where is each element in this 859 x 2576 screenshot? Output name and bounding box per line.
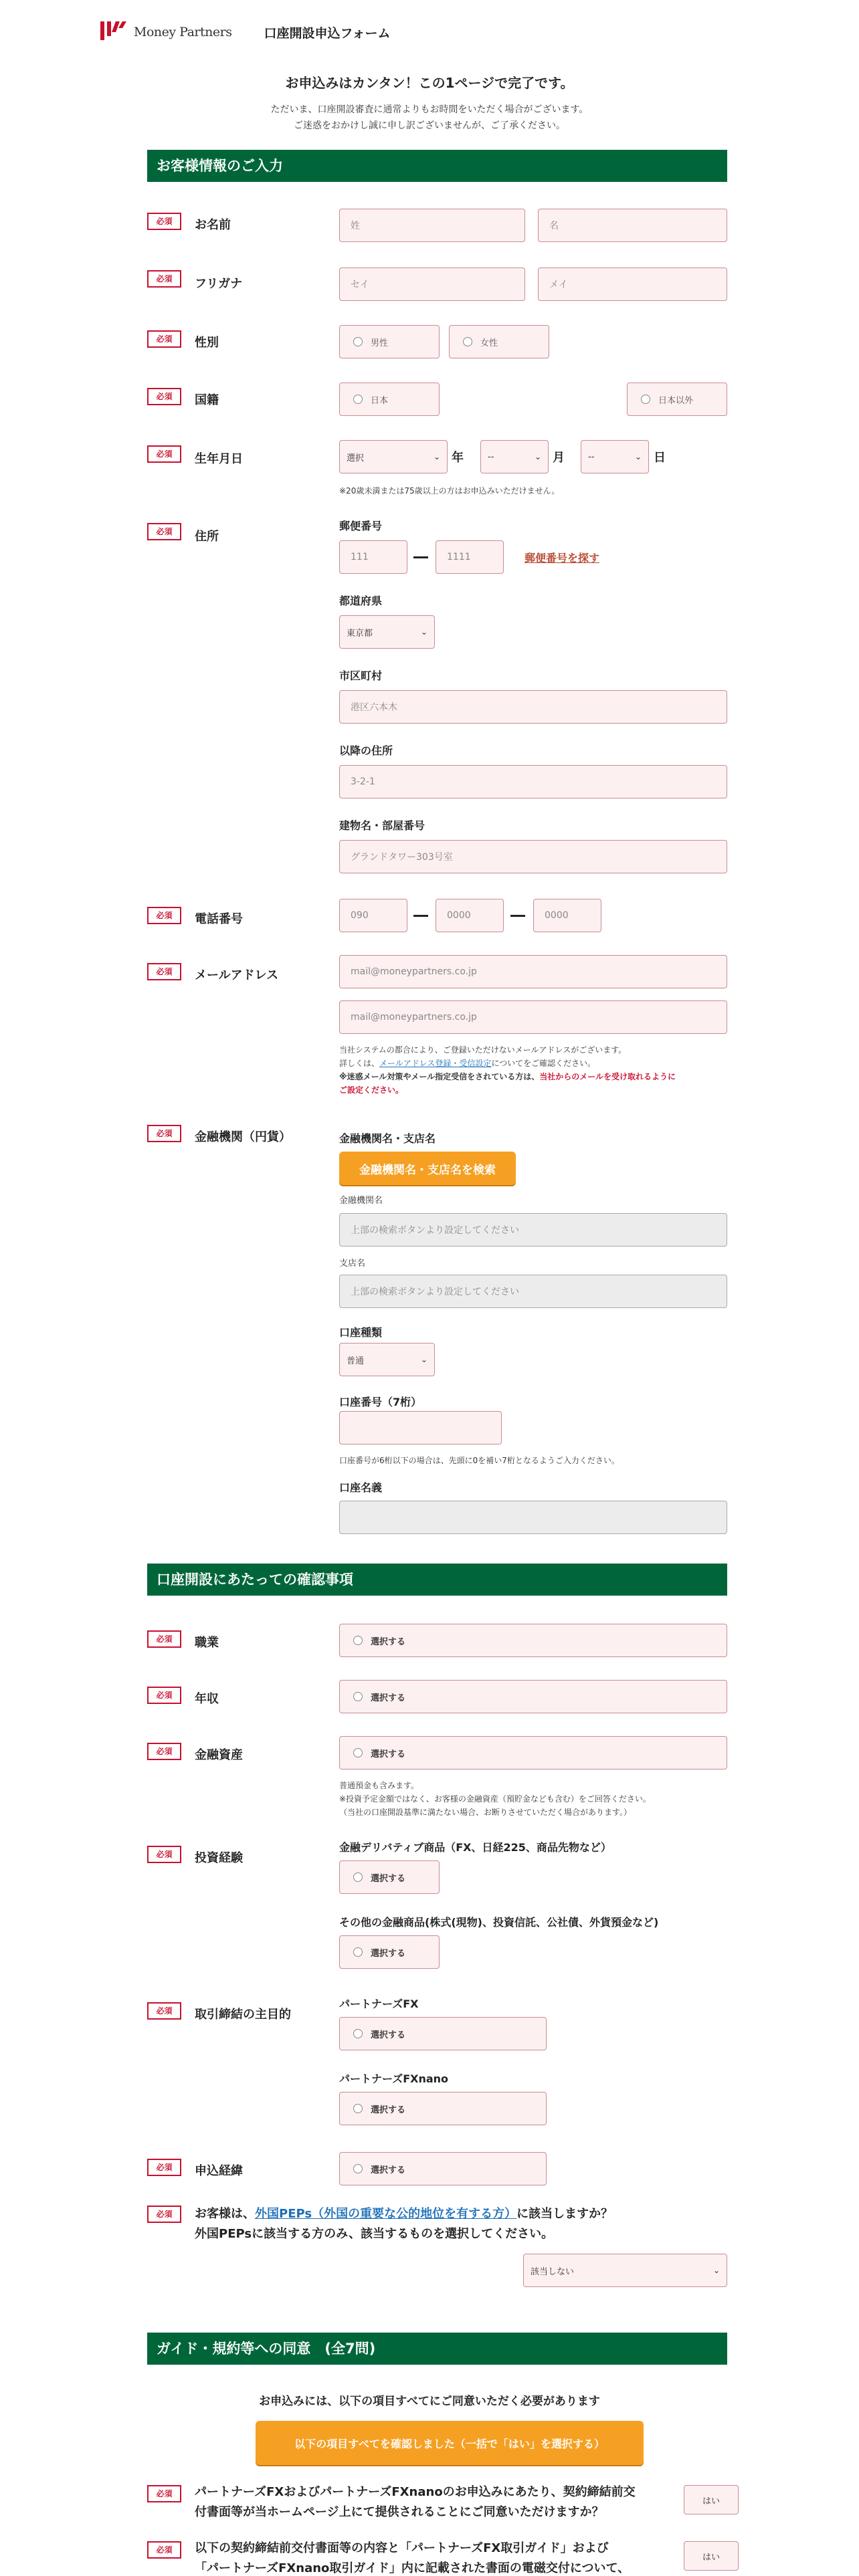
radio-circle-icon	[353, 1692, 363, 1701]
required-badge: 必須	[147, 2485, 181, 2502]
chevron-down-icon: ⌄	[420, 627, 427, 637]
required-badge: 必須	[147, 907, 181, 924]
question-text: に該当しますか？	[516, 2207, 613, 2221]
radio-circle-icon	[353, 1872, 363, 1882]
kana-label: フリガナ	[195, 277, 243, 291]
chevron-down-icon: ⌄	[634, 452, 642, 461]
required-badge: 必須	[147, 1743, 181, 1760]
note-warning: ご設定ください。	[339, 1085, 404, 1095]
assets-note-line: 普通預金も含みます。	[339, 1781, 419, 1790]
radio-circle-icon	[353, 1748, 363, 1757]
select-value: 該当しない	[531, 2266, 575, 2277]
nationality-label: 国籍	[195, 393, 219, 407]
select-label: 選択する	[371, 1636, 406, 1647]
peps-definition-link[interactable]: 外国PEPs（外国の重要な公的地位を有する方）	[255, 2207, 517, 2221]
email-notes	[339, 1043, 727, 1097]
building-label: 建物名・部屋番号	[339, 819, 425, 832]
zip-second-input[interactable]: 1111	[436, 540, 504, 574]
chevron-down-icon: ⌄	[534, 452, 541, 461]
phone-first-input[interactable]: 090	[339, 899, 407, 932]
note-warning: 当社からのメールを受け取れるように	[539, 1072, 676, 1081]
site-header	[100, 19, 391, 45]
note-text: 詳しくは、	[339, 1059, 380, 1068]
year-unit: 年	[452, 451, 464, 465]
account-type-select[interactable]	[339, 1343, 435, 1376]
section-agreement: ガイド・規約等への同意 (全7問)	[147, 2333, 727, 2365]
purpose-label: 取引締結の主目的	[195, 2008, 291, 2022]
chevron-down-icon: ⌄	[712, 2266, 720, 2275]
income-select[interactable]	[339, 1680, 727, 1713]
derivative-experience-select[interactable]	[339, 1860, 440, 1894]
email-settings-link[interactable]: メールアドレス登録・受信設定	[379, 1059, 492, 1068]
radio-circle-icon	[353, 2104, 363, 2113]
yes-label: はい	[702, 2496, 720, 2506]
city-input[interactable]: 港区六本木	[339, 690, 727, 724]
first-name-kana-input[interactable]: メイ	[538, 267, 727, 301]
required-badge: 必須	[147, 330, 181, 348]
gender-female-radio[interactable]	[449, 325, 549, 358]
email-confirm-input[interactable]: mail@moneypartners.co.jp	[339, 1000, 727, 1034]
bank-sub-label: 金融機関名・支店名	[339, 1132, 436, 1145]
birth-month-select[interactable]	[480, 440, 549, 473]
radio-circle-icon	[641, 395, 650, 404]
purpose-fxnano-label: パートナーズFXnano	[339, 2072, 449, 2085]
zip-label: 郵便番号	[339, 520, 383, 532]
intro-line-2: ご迷惑をおかけし誠に申し訳ございませんが、ご了承ください。	[294, 120, 565, 131]
account-holder-input[interactable]	[339, 1501, 727, 1534]
agree-all-button[interactable]: 以下の項目すべてを確認しました（一括で「はい」を選択する）	[256, 2421, 644, 2465]
address-label: 住所	[195, 530, 219, 544]
account-number-note: 口座番号が6桁以下の場合は、先頭に0を補い7桁となるようご入力ください。	[339, 1456, 619, 1465]
required-badge: 必須	[147, 1846, 181, 1863]
required-badge: 必須	[147, 213, 181, 230]
required-badge: 必須	[147, 2159, 181, 2176]
nationality-other-radio[interactable]	[627, 383, 727, 416]
bank-search-button[interactable]: 金融機関名・支店名を検索	[339, 1152, 516, 1185]
account-holder-label: 口座名義	[339, 1481, 383, 1494]
birth-note: ※20歳未満または75歳以上の方はお申込みいただけません。	[339, 486, 560, 496]
radio-circle-icon	[353, 1636, 363, 1645]
required-badge: 必須	[147, 270, 181, 288]
select-value: 普通	[347, 1356, 365, 1366]
prefecture-select[interactable]	[339, 615, 435, 649]
purpose-fx-label: パートナーズFX	[339, 1998, 419, 2010]
money-partners-logo[interactable]	[100, 21, 231, 43]
birth-year-select[interactable]	[339, 440, 448, 473]
city-label: 市区町村	[339, 669, 383, 682]
peps-question	[195, 2204, 676, 2244]
bank-name-label: 金融機関名	[339, 1196, 383, 1206]
question-line: パートナーズFXおよびパートナーズFXnanoのお申込みにあたり、契約締結前交	[195, 2485, 636, 2499]
zip-search-link[interactable]: 郵便番号を探す	[524, 552, 600, 564]
email-input[interactable]: mail@moneypartners.co.jp	[339, 955, 727, 988]
required-badge: 必須	[147, 2206, 181, 2223]
intro-headline: お申込みはカンタン！この1ページで完了です。	[285, 75, 574, 91]
occupation-select[interactable]	[339, 1624, 727, 1657]
derivative-experience-label: 金融デリバティブ商品（FX、日経225、商品先物など）	[339, 1841, 611, 1854]
assets-select[interactable]	[339, 1736, 727, 1769]
income-label: 年収	[195, 1692, 219, 1706]
agreement-question-1	[195, 2482, 636, 2523]
name-label: お名前	[195, 218, 231, 232]
day-unit: 日	[654, 451, 666, 465]
required-badge: 必須	[147, 1687, 181, 1704]
assets-note-line: （当社の口座開設基準に満たない場合、お断りさせていただく場合があります。）	[339, 1808, 632, 1817]
radio-circle-icon	[353, 2029, 363, 2038]
radio-circle-icon	[463, 337, 472, 346]
agreement-1-yes-button[interactable]	[684, 2485, 739, 2514]
peps-select[interactable]	[523, 2254, 727, 2287]
agreement-2-yes-button[interactable]	[684, 2541, 739, 2571]
phone-dash	[510, 915, 525, 917]
note-text: ※迷惑メール対策やメール指定受信をされている方は、	[339, 1072, 540, 1081]
radio-circle-icon	[353, 395, 363, 404]
radio-label: 日本以外	[658, 395, 694, 406]
required-badge: 必須	[147, 1630, 181, 1648]
gender-male-radio[interactable]	[339, 325, 440, 358]
birthdate-label: 生年月日	[195, 452, 243, 466]
purpose-fx-select[interactable]	[339, 2017, 547, 2050]
branch-name-label: 支店名	[339, 1259, 366, 1269]
branch-name-input[interactable]: 上部の検索ボタンより設定してください	[339, 1275, 727, 1308]
nationality-japan-radio[interactable]	[339, 383, 440, 416]
birth-day-select[interactable]	[581, 440, 649, 473]
radio-circle-icon	[353, 1947, 363, 1957]
purpose-fxnano-select[interactable]	[339, 2092, 547, 2125]
phone-third-input[interactable]: 0000	[533, 899, 601, 932]
note-text: についてをご確認ください。	[491, 1059, 596, 1068]
occupation-label: 職業	[195, 1636, 219, 1650]
bank-name-input[interactable]: 上部の検索ボタンより設定してください	[339, 1213, 727, 1247]
street-input[interactable]: 3-2-1	[339, 765, 727, 798]
select-value: --	[488, 451, 494, 462]
select-value: --	[588, 451, 595, 462]
prefecture-label: 都道府県	[339, 595, 383, 607]
phone-dash	[413, 915, 428, 917]
radio-circle-icon	[353, 337, 363, 346]
select-label: 選択する	[371, 2165, 406, 2175]
assets-note-line: ※投資予定金額ではなく、お客様の金融資産（預貯金なども含む）をご回答ください。	[339, 1794, 651, 1804]
required-badge: 必須	[147, 388, 181, 405]
required-badge: 必須	[147, 1125, 181, 1142]
question-line: 「パートナーズFXnano取引ガイド」内に記載された書面の電磁交付について、	[195, 2561, 630, 2575]
radio-label: 女性	[480, 338, 498, 348]
assets-label: 金融資産	[195, 1748, 243, 1762]
email-note-line	[339, 1057, 727, 1070]
chevron-down-icon: ⌄	[420, 1355, 427, 1364]
logo-mark-icon	[100, 21, 130, 43]
gender-label: 性別	[195, 336, 219, 350]
required-badge: 必須	[147, 2541, 181, 2559]
month-unit: 月	[553, 451, 565, 465]
question-line: 付書面等が当ホームページ上にて提供されることにご同意いただけますか？	[195, 2505, 604, 2519]
zip-first-input[interactable]: 111	[339, 540, 407, 574]
question-text: お客様は、	[195, 2207, 255, 2221]
account-type-label: 口座種類	[339, 1326, 383, 1339]
select-label: 選択する	[371, 1948, 406, 1959]
other-experience-label: その他の金融商品(株式(現物)、投資信託、公社債、外貨預金など)	[339, 1916, 659, 1929]
agreement-lead: お申込みには、以下の項目すべてにご同意いただく必要があります	[259, 2395, 600, 2408]
select-value: 東京都	[347, 628, 373, 639]
building-input[interactable]: グランドタワー303号室	[339, 840, 727, 873]
select-label: 選択する	[371, 1749, 406, 1759]
form-title: 口座開設申込フォーム	[264, 25, 391, 41]
agreement-question-2	[195, 2539, 663, 2576]
email-note-line	[339, 1070, 727, 1083]
phone-second-input[interactable]: 0000	[436, 899, 504, 932]
radio-label: 男性	[371, 338, 389, 348]
select-label: 選択する	[371, 2030, 406, 2040]
yes-label: はい	[702, 2552, 720, 2563]
radio-label: 日本	[371, 395, 389, 406]
phone-label: 電話番号	[195, 912, 243, 926]
peps-question-line	[195, 2204, 676, 2224]
required-badge: 必須	[147, 445, 181, 463]
last-name-kana-input[interactable]: セイ	[339, 267, 525, 301]
section-customer-info: お客様情報のご入力	[147, 150, 727, 182]
chevron-down-icon: ⌄	[433, 452, 440, 461]
intro-line-1: ただいま、口座開設審査に通常よりもお時間をいただく場合がございます。	[270, 104, 589, 115]
email-note-line: 当社システムの都合により、ご登録いただけないメールアドレスがございます。	[339, 1045, 627, 1055]
street-label: 以降の住所	[339, 744, 393, 757]
select-label: 選択する	[371, 2105, 406, 2115]
assets-notes	[339, 1779, 727, 1819]
experience-label: 投資経験	[195, 1851, 243, 1865]
select-label: 選択する	[371, 1873, 406, 1884]
intro-notice	[0, 102, 859, 134]
required-badge: 必須	[147, 963, 181, 980]
application-reason-select[interactable]	[339, 2152, 547, 2185]
email-label: メールアドレス	[195, 968, 279, 982]
required-badge: 必須	[147, 2002, 181, 2020]
bank-label: 金融機関（円貨）	[195, 1130, 291, 1144]
brand-name: Money Partners	[134, 25, 232, 39]
select-label: 選択する	[371, 1693, 406, 1703]
first-name-input[interactable]: 名	[538, 209, 727, 242]
question-line: 以下の契約締結前交付書面等の内容と「パートナーズFX取引ガイド」および	[195, 2541, 609, 2555]
section-confirmation: 口座開設にあたっての確認事項	[147, 1564, 727, 1596]
account-number-label: 口座番号（7桁）	[339, 1396, 422, 1408]
last-name-input[interactable]: 姓	[339, 209, 525, 242]
radio-circle-icon	[353, 2164, 363, 2173]
application-reason-label: 申込経緯	[195, 2164, 243, 2178]
required-badge: 必須	[147, 523, 181, 540]
zip-dash	[413, 556, 428, 558]
select-value: 選択	[347, 453, 365, 463]
other-experience-select[interactable]	[339, 1935, 440, 1969]
account-number-input[interactable]	[339, 1411, 502, 1444]
peps-question-line: 外国PEPsに該当する方のみ、該当するものを選択してください。	[195, 2227, 554, 2241]
